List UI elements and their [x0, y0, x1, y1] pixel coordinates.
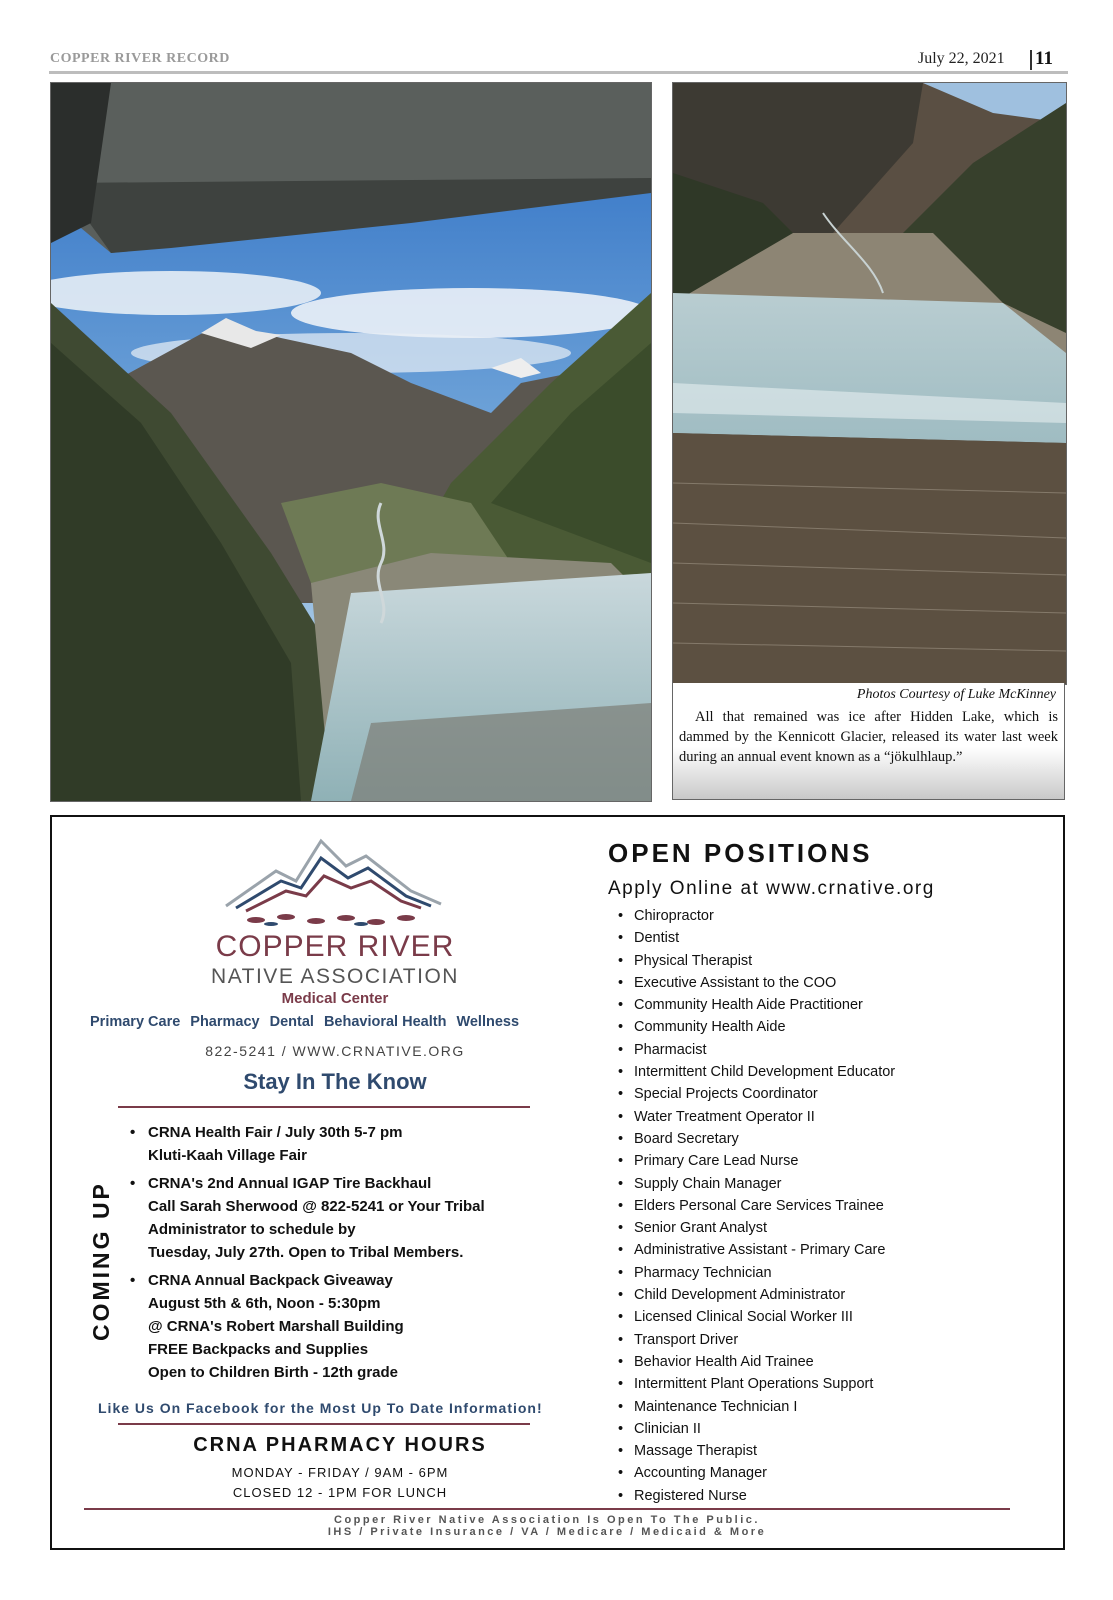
facebook-notice: Like Us On Facebook for the Most Up To Date Information!: [98, 1400, 543, 1416]
position-item: • Pharmacist: [618, 1039, 895, 1061]
position-item: • Elders Personal Care Services Trainee: [618, 1195, 895, 1217]
photo-caption: All that remained was ice after Hidden Lake, which is dammed by the Kennicott Glacier, released its water last week during an annual event known as a “jökulhlaup.”: [679, 709, 1058, 765]
position-item: • Intermittent Plant Operations Support: [618, 1373, 895, 1395]
event-line: Kluti-Kaah Village Fair: [148, 1147, 307, 1164]
crna-mountain-salmon-logo: [216, 836, 446, 931]
divider: [118, 1106, 530, 1108]
position-item: • Water Treatment Operator II: [618, 1106, 895, 1128]
position-item: • Community Health Aide Practitioner: [618, 994, 895, 1016]
pharmacy-hours-weekdays: MONDAY - FRIDAY / 9AM - 6PM: [231, 1465, 449, 1480]
pharmacy-hours-title: CRNA PHARMACY HOURS: [193, 1434, 487, 1456]
position-item: • Registered Nurse: [618, 1485, 895, 1507]
position-item: • Intermittent Child Development Educator: [618, 1061, 895, 1083]
position-item: • Behavior Health Aid Trainee: [618, 1351, 895, 1373]
event-line: FREE Backpacks and Supplies: [148, 1341, 369, 1358]
position-item: • Maintenance Technician I: [618, 1396, 895, 1418]
position-item: • Child Development Administrator: [618, 1284, 895, 1306]
footer-public-notice: Copper River Native Association Is Open To The Public.: [334, 1514, 760, 1526]
event-backpack-giveaway: [130, 1269, 550, 1384]
position-item: • Administrative Assistant - Primary Care: [618, 1239, 895, 1261]
header-rule: [49, 71, 1068, 74]
event-line: • CRNA's 2nd Annual IGAP Tire Backhaul: [148, 1175, 432, 1192]
org-name-line2: NATIVE ASSOCIATION: [211, 965, 459, 988]
pharmacy-hours-lunch: CLOSED 12 - 1PM FOR LUNCH: [232, 1485, 448, 1500]
event-line: Open to Children Birth - 12th grade: [148, 1364, 399, 1381]
service-dental: Dental: [269, 1014, 314, 1030]
position-item: • Board Secretary: [618, 1128, 895, 1150]
page-number-divider: [1030, 50, 1032, 70]
position-item: • Community Health Aide: [618, 1016, 895, 1038]
service-behavioral-health: Behavioral Health: [323, 1014, 447, 1030]
page-number: 11: [1035, 48, 1053, 69]
events-list: [130, 1121, 550, 1389]
event-line: Call Sarah Sherwood @ 822-5241 or Your Tribal: [148, 1198, 485, 1215]
photo-caption-box: [672, 683, 1065, 800]
event-line: • CRNA Annual Backpack Giveaway: [148, 1272, 393, 1289]
position-item: • Special Projects Coordinator: [618, 1083, 895, 1105]
service-primary-care: Primary Care: [90, 1014, 181, 1030]
issue-date: July 22, 2021: [918, 50, 1005, 67]
positions-list: [618, 905, 895, 1507]
position-item: • Clinician II: [618, 1418, 895, 1440]
position-item: • Supply Chain Manager: [618, 1173, 895, 1195]
event-line: August 5th & 6th, Noon - 5:30pm: [148, 1295, 381, 1312]
aerial-valley-photo: [50, 82, 652, 802]
position-item: • Physical Therapist: [618, 950, 895, 972]
position-item: • Primary Care Lead Nurse: [618, 1150, 895, 1172]
position-item: • Licensed Clinical Social Worker III: [618, 1306, 895, 1328]
footer-insurance-notice: IHS / Private Insurance / VA / Medicare / Medicaid & More: [327, 1526, 767, 1538]
position-item: • Pharmacy Technician: [618, 1262, 895, 1284]
position-item: • Chiropractor: [618, 905, 895, 927]
footer-divider: [84, 1508, 1010, 1510]
event-health-fair: [130, 1121, 550, 1167]
org-name-line3: Medical Center: [281, 990, 389, 1007]
org-name-line1: COPPER RIVER: [215, 930, 455, 963]
position-item: • Senior Grant Analyst: [618, 1217, 895, 1239]
event-line: Administrator to schedule by: [148, 1221, 356, 1238]
position-item: • Transport Driver: [618, 1329, 895, 1351]
service-pharmacy: Pharmacy: [190, 1014, 260, 1030]
position-item: • Executive Assistant to the COO: [618, 972, 895, 994]
glacier-ice-photo: [672, 82, 1067, 685]
event-tire-backhaul: [130, 1172, 550, 1264]
divider: [118, 1423, 530, 1425]
services-list: [90, 1014, 580, 1030]
service-wellness: Wellness: [456, 1014, 520, 1030]
event-line: • CRNA Health Fair / July 30th 5-7 pm: [148, 1124, 403, 1141]
coming-up-text: COMING UP: [88, 1181, 114, 1341]
publication-name: COPPER RIVER RECORD: [50, 51, 230, 66]
photo-credit: Photos Courtesy of Luke McKinney: [856, 687, 1056, 702]
event-line: @ CRNA's Robert Marshall Building: [148, 1318, 404, 1335]
contact-line: 822-5241 / WWW.CRNATIVE.ORG: [205, 1043, 465, 1059]
position-item: • Accounting Manager: [618, 1462, 895, 1484]
coming-up-vertical-label: [86, 1175, 116, 1345]
event-line: Tuesday, July 27th. Open to Tribal Members.: [148, 1244, 464, 1261]
open-positions-title: OPEN POSITIONS: [608, 838, 873, 868]
stay-in-the-know-heading: Stay In The Know: [243, 1069, 427, 1094]
position-item: • Dentist: [618, 927, 895, 949]
apply-online-text: Apply Online at www.crnative.org: [608, 878, 935, 899]
position-item: • Massage Therapist: [618, 1440, 895, 1462]
